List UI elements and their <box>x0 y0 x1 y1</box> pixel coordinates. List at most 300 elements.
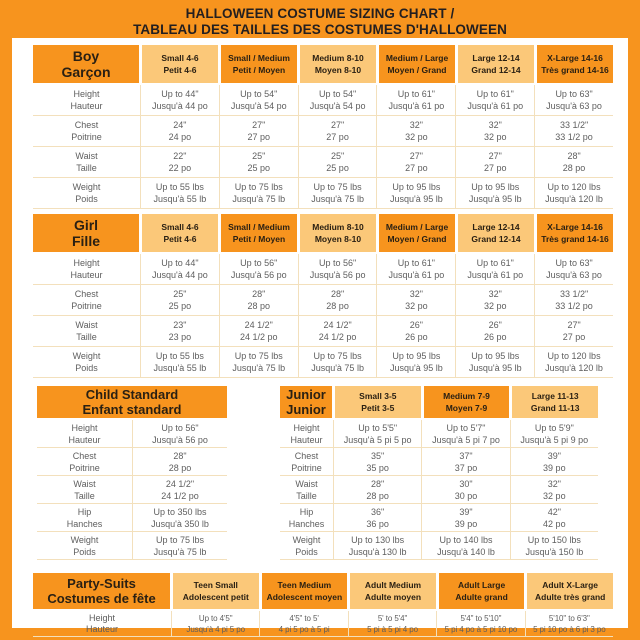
row-label <box>33 116 140 146</box>
text-fr: Jusqu'à 150 lb <box>525 546 584 557</box>
party-suits-table <box>33 573 613 637</box>
text-fr: 5 pi 4 po à 5 pi 10 po <box>444 624 518 634</box>
text-fr: 28 po <box>168 462 192 473</box>
row-label <box>33 611 171 636</box>
table-cell <box>455 85 534 115</box>
text-fr: Jusqu'à 5 pi 5 po <box>343 434 412 445</box>
table-cell <box>455 316 534 346</box>
text-en: 39" <box>459 506 473 517</box>
text-fr: 25 po <box>168 301 192 311</box>
header-cell-girl <box>33 214 139 252</box>
text-en: Small / Medium <box>228 221 290 232</box>
text-fr: Moyen / Grand <box>387 65 447 75</box>
table-cell <box>510 448 598 475</box>
header-cell-adult-medium <box>350 573 436 609</box>
text-fr: 28 po <box>326 301 349 311</box>
text-en: Up to 61" <box>476 89 514 99</box>
table-row-weight <box>37 531 227 559</box>
text-en: X-Large 14-16 <box>547 52 603 63</box>
text-en: Adult Medium <box>364 579 422 590</box>
header-cell-child-standard <box>37 386 227 418</box>
table-cell <box>455 178 534 208</box>
text-fr: 26 po <box>483 332 507 342</box>
text-fr: Jusqu'à 350 lb <box>151 518 209 529</box>
text-en: 32" <box>409 289 423 299</box>
text-fr: 27 po <box>483 163 507 173</box>
table-cell <box>534 316 613 346</box>
text-en: Up to 5'9" <box>534 422 574 433</box>
table-cell <box>132 532 227 559</box>
text-en: Medium / Large <box>385 52 449 63</box>
text-fr: 32 po <box>483 132 507 142</box>
row-label <box>33 178 140 208</box>
table-row-waist <box>33 315 613 346</box>
table-cell <box>140 254 219 284</box>
text-en: Up to 5'7" <box>446 422 486 433</box>
text-en: 24 1/2" <box>244 320 273 330</box>
text-en: Height <box>88 612 115 623</box>
table-cell <box>298 285 377 315</box>
header-cell-adult-large <box>439 573 525 609</box>
text-en: 5'4" to 5'10" <box>460 613 502 623</box>
header-cell-small <box>142 214 218 252</box>
text-en: 32" <box>488 120 502 130</box>
text-en: Weight <box>72 182 101 192</box>
child-standard-table <box>37 386 227 560</box>
table-row-hip <box>37 503 227 531</box>
text-en: Up to 350 lbs <box>153 506 207 517</box>
junior-table <box>280 386 598 560</box>
table-cell <box>534 254 613 284</box>
table-cell <box>298 347 377 377</box>
header-cell-large <box>512 386 598 418</box>
junior-table-body <box>280 420 598 560</box>
header-cell-boy <box>33 45 139 83</box>
header-cell-medium <box>300 214 376 252</box>
text-en: Up to 44" <box>161 258 199 268</box>
text-fr: 37 po <box>454 462 478 473</box>
header-cell-teen-small <box>173 573 259 609</box>
text-en: Waist <box>75 151 98 161</box>
text-fr: 24 1/2 po <box>318 332 357 342</box>
table-row-height <box>37 420 227 447</box>
text-en: Up to 56" <box>240 258 278 268</box>
row-label <box>280 420 333 447</box>
text-en: 27" <box>409 151 423 161</box>
text-fr: 25 po <box>326 163 349 173</box>
text-en: Up to 75 lbs <box>155 534 205 545</box>
text-fr: Enfant standard <box>82 402 182 417</box>
table-row-chest <box>37 447 227 475</box>
text-fr: Fille <box>71 233 100 249</box>
text-fr: Poitrine <box>69 462 100 473</box>
row-label <box>33 85 140 115</box>
text-fr: Poitrine <box>71 301 102 311</box>
row-label <box>37 448 132 475</box>
table-cell <box>436 611 524 636</box>
table-cell <box>298 116 377 146</box>
table-cell <box>140 316 219 346</box>
text-en: Junior <box>286 387 326 402</box>
boy-size-table <box>33 45 613 209</box>
text-fr: Jusqu'à 120 lb <box>545 194 603 204</box>
text-en: 28" <box>371 478 385 489</box>
text-en: 39" <box>547 450 561 461</box>
text-en: Small 4-6 <box>161 221 199 232</box>
table-cell <box>132 448 227 475</box>
middle-tables-row <box>33 386 613 560</box>
text-en: 36" <box>371 506 385 517</box>
text-en: Up to 95 lbs <box>471 351 520 361</box>
text-fr: Jusqu'à 61 po <box>467 101 524 111</box>
text-en: Up to 44" <box>161 89 199 99</box>
table-row-weight <box>33 177 613 208</box>
text-fr: Jusqu'à 95 lb <box>468 194 522 204</box>
text-fr: Grand 12-14 <box>471 65 521 75</box>
text-en: 27" <box>330 120 345 130</box>
text-en: Boy <box>72 48 100 64</box>
text-en: 4'5" to 5' <box>289 613 319 623</box>
text-en: Height <box>293 422 320 433</box>
text-en: Small 3-5 <box>359 390 397 401</box>
text-fr: Poids <box>75 194 98 204</box>
text-en: Up to 55 lbs <box>155 351 204 361</box>
row-label <box>33 347 140 377</box>
text-en: Teen Medium <box>277 579 332 590</box>
text-fr: 30 po <box>454 490 478 501</box>
text-fr: 24 1/2 po <box>239 332 278 342</box>
row-label <box>37 420 132 447</box>
text-en: 27" <box>252 120 266 130</box>
table-cell <box>219 347 298 377</box>
text-fr: Jusqu'à 5 pi 9 po <box>520 434 589 445</box>
text-en: Adult Large <box>457 579 506 590</box>
table-row-chest <box>280 447 598 475</box>
table-cell <box>455 116 534 146</box>
text-en: Waist <box>73 478 96 489</box>
text-en: 32" <box>409 120 423 130</box>
text-en: 35" <box>371 450 385 461</box>
text-fr: 27 po <box>405 163 428 173</box>
text-en: Girl <box>73 217 99 233</box>
text-en: Up to 140 lbs <box>439 534 493 545</box>
text-en: Teen Small <box>193 579 238 590</box>
text-fr: Jusqu'à 61 po <box>388 270 445 280</box>
text-fr: Jusqu'à 75 lb <box>153 546 207 557</box>
text-en: Chest <box>74 289 99 299</box>
header-cell-junior <box>280 386 332 418</box>
text-en: Up to 61" <box>476 258 514 268</box>
text-fr: 25 po <box>247 163 270 173</box>
header-cell-small-medium <box>221 45 297 83</box>
text-en: 33 1/2" <box>559 120 589 130</box>
table-cell <box>219 254 298 284</box>
table-cell <box>132 420 227 447</box>
text-fr: 42 po <box>543 518 566 529</box>
table-row-height <box>33 254 613 284</box>
table-cell <box>333 476 421 503</box>
text-en: Weight <box>70 534 99 545</box>
table-cell <box>510 420 598 447</box>
text-en: Chest <box>72 450 97 461</box>
text-en: Up to 75 lbs <box>313 351 362 361</box>
text-fr: Jusqu'à 56 po <box>152 434 208 445</box>
table-cell <box>376 147 455 177</box>
text-en: 27" <box>567 320 581 330</box>
text-fr: Jusqu'à 75 lb <box>232 363 286 373</box>
text-en: 37" <box>459 450 473 461</box>
table-cell <box>219 316 298 346</box>
row-label <box>37 532 132 559</box>
table-row-waist <box>280 475 598 503</box>
text-fr: Poids <box>73 546 96 557</box>
table-cell <box>333 504 421 531</box>
text-fr: Jusqu'à 44 po <box>152 101 208 111</box>
text-en: Hip <box>77 506 92 517</box>
header-cell-large <box>458 214 534 252</box>
text-fr: Petit / Moyen <box>232 65 286 75</box>
text-en: Medium 7-9 <box>443 390 490 401</box>
table-cell <box>534 85 613 115</box>
header-cell-party-suits <box>33 573 170 609</box>
text-fr: Jusqu'à 55 lb <box>153 363 207 373</box>
party-table-body <box>33 611 613 637</box>
text-en: Medium 8-10 <box>312 52 364 63</box>
text-en: 25" <box>330 151 345 161</box>
text-fr: Adolescent moyen <box>266 592 343 602</box>
text-fr: Grand 12-14 <box>471 234 521 244</box>
table-cell <box>298 178 377 208</box>
text-en: Up to 63" <box>555 258 593 268</box>
text-en: Party-Suits <box>67 576 136 591</box>
table-cell <box>140 347 219 377</box>
text-fr: Junior <box>286 402 326 417</box>
row-label <box>37 504 132 531</box>
text-en: Chest <box>294 450 319 461</box>
header-cell-teen-medium <box>262 573 348 609</box>
text-en: 5'10" to 6'3" <box>548 613 590 623</box>
text-en: 30" <box>459 478 473 489</box>
table-cell <box>333 420 421 447</box>
child-header-row <box>37 386 227 418</box>
header-cell-small <box>142 45 218 83</box>
table-row-waist <box>33 146 613 177</box>
text-en: Large 12-14 <box>472 52 520 63</box>
row-label <box>280 504 333 531</box>
table-cell <box>376 285 455 315</box>
text-en: 26" <box>488 320 502 330</box>
text-en: 23" <box>173 320 187 330</box>
table-cell <box>140 178 219 208</box>
text-en: Up to 4'5" <box>198 613 233 623</box>
text-fr: Hauteur <box>70 270 103 280</box>
text-fr: Jusqu'à 95 lb <box>468 363 522 373</box>
text-en: 32" <box>547 478 561 489</box>
text-fr: 4 pi 5 po à 5 pi <box>278 624 330 634</box>
header-cell-medium <box>424 386 510 418</box>
text-fr: Jusqu'à 95 lb <box>390 194 443 204</box>
table-cell <box>455 285 534 315</box>
table-cell <box>140 147 219 177</box>
text-fr: Moyen / Grand <box>387 234 447 244</box>
table-cell <box>219 285 298 315</box>
text-en: 32" <box>488 289 502 299</box>
text-fr: Jusqu'à 61 po <box>388 101 445 111</box>
text-en: 33 1/2" <box>559 289 589 299</box>
text-en: 25" <box>252 151 266 161</box>
text-en: 25" <box>173 289 187 299</box>
text-en: 28" <box>252 289 266 299</box>
table-cell <box>510 504 598 531</box>
text-en: 28" <box>173 450 187 461</box>
table-cell <box>348 611 436 636</box>
table-row-chest <box>33 284 613 315</box>
row-label <box>280 532 333 559</box>
table-cell <box>421 476 509 503</box>
text-fr: 23 po <box>168 332 192 342</box>
text-fr: Jusqu'à 56 po <box>309 270 366 280</box>
header-cell-xlarge <box>537 214 613 252</box>
table-cell <box>298 254 377 284</box>
text-fr: 32 po <box>483 301 507 311</box>
text-fr: Moyen 7-9 <box>445 403 488 413</box>
text-en: Up to 5'5" <box>358 422 398 433</box>
text-fr: Moyen 8-10 <box>314 65 362 75</box>
girl-header-row <box>33 214 613 252</box>
text-fr: 32 po <box>405 132 428 142</box>
text-fr: 28 po <box>562 163 586 173</box>
text-fr: 26 po <box>405 332 428 342</box>
text-fr: Hauteur <box>85 623 119 634</box>
text-fr: Jusqu'à 61 po <box>467 270 524 280</box>
text-en: Medium / Large <box>385 221 449 232</box>
text-fr: Jusqu'à 130 lb <box>348 546 407 557</box>
text-fr: 24 po <box>168 132 192 142</box>
text-en: Small / Medium <box>228 52 290 63</box>
table-cell <box>132 476 227 503</box>
text-fr: Adulte très grand <box>534 592 606 602</box>
party-header-row <box>33 573 613 609</box>
text-fr: Jusqu'à 140 lb <box>437 546 495 557</box>
text-en: Height <box>71 422 98 433</box>
text-fr: 27 po <box>247 132 270 142</box>
text-en: Waist <box>295 478 318 489</box>
table-cell <box>421 504 509 531</box>
table-cell <box>219 85 298 115</box>
table-cell <box>259 611 347 636</box>
boy-header-row <box>33 45 613 83</box>
table-cell <box>510 476 598 503</box>
table-cell <box>421 532 509 559</box>
text-fr: Moyen 8-10 <box>314 234 362 244</box>
table-cell <box>510 532 598 559</box>
text-fr: Jusqu'à 63 po <box>546 101 602 111</box>
text-fr: Jusqu'à 5 pi 7 po <box>432 434 500 445</box>
title-line-fr: TABLEAU DES TAILLES DES COSTUMES D'HALLOWEEN <box>133 21 507 37</box>
text-en: Up to 95 lbs <box>392 182 441 192</box>
table-cell <box>140 285 219 315</box>
text-en: 42" <box>547 506 561 517</box>
row-label <box>33 316 140 346</box>
text-en: Up to 54" <box>318 89 357 99</box>
text-fr: 27 po <box>326 132 349 142</box>
text-fr: Taille <box>76 163 97 173</box>
text-en: 24 1/2" <box>323 320 352 330</box>
text-en: Up to 63" <box>555 89 593 99</box>
text-fr: 39 po <box>543 462 566 473</box>
header-cell-medium-large <box>379 45 455 83</box>
text-fr: Jusqu'à 75 lb <box>311 194 364 204</box>
text-fr: 24 1/2 po <box>161 490 199 501</box>
text-en: 28" <box>330 289 345 299</box>
text-fr: 39 po <box>454 518 478 529</box>
text-fr: 28 po <box>247 301 270 311</box>
child-table-body <box>37 420 227 560</box>
text-en: Waist <box>75 320 98 330</box>
header-cell-medium <box>300 45 376 83</box>
table-cell <box>421 420 509 447</box>
text-fr: Grand 11-13 <box>530 403 580 413</box>
text-en: Large 12-14 <box>472 221 520 232</box>
text-en: Chest <box>74 120 99 130</box>
text-fr: Petit 4-6 <box>163 65 197 75</box>
page-title <box>0 6 640 37</box>
text-fr: Jusqu'à 63 po <box>546 270 602 280</box>
table-cell <box>132 504 227 531</box>
text-en: 5' to 5'4" <box>377 613 408 623</box>
table-cell <box>534 285 613 315</box>
text-en: 22" <box>173 151 187 161</box>
title-line-en: HALLOWEEN COSTUME SIZING CHART / <box>185 6 455 21</box>
text-fr: Hanches <box>66 518 103 529</box>
text-fr: Poitrine <box>291 462 322 473</box>
text-fr: 5 pi 10 po à 6 pi 3 po <box>533 624 606 634</box>
table-cell <box>525 611 613 636</box>
text-fr: 35 po <box>366 462 389 473</box>
text-fr: Taille <box>296 490 317 501</box>
text-en: Up to 120 lbs <box>547 182 601 192</box>
text-en: 28" <box>567 151 581 161</box>
table-row-height <box>280 420 598 447</box>
girl-size-table <box>33 214 613 378</box>
table-cell <box>298 316 377 346</box>
text-fr: Jusqu'à 120 lb <box>545 363 603 373</box>
text-en: Hip <box>299 506 314 517</box>
table-cell <box>376 178 455 208</box>
text-en: Up to 55 lbs <box>155 182 204 192</box>
text-en: Up to 95 lbs <box>392 351 441 361</box>
text-fr: Très grand 14-16 <box>541 234 609 244</box>
table-row-hip <box>280 503 598 531</box>
table-cell <box>140 116 219 146</box>
row-label <box>33 254 140 284</box>
text-fr: Adulte grand <box>455 592 508 602</box>
table-cell <box>298 147 377 177</box>
table-cell <box>376 85 455 115</box>
text-fr: Jusqu'à 54 po <box>309 101 366 111</box>
text-en: Adult X-Large <box>542 579 599 590</box>
header-cell-adult-xlarge <box>527 573 613 609</box>
text-en: Medium 8-10 <box>312 221 364 232</box>
text-en: 27" <box>488 151 502 161</box>
text-fr: Poids <box>295 546 318 557</box>
text-fr: Jusqu'à 4 pi 5 po <box>186 624 245 634</box>
table-cell <box>534 178 613 208</box>
table-cell <box>534 147 613 177</box>
text-en: 24 1/2" <box>165 478 195 489</box>
table-cell <box>534 116 613 146</box>
text-fr: 5 pi à 5 pi 4 po <box>367 624 418 634</box>
